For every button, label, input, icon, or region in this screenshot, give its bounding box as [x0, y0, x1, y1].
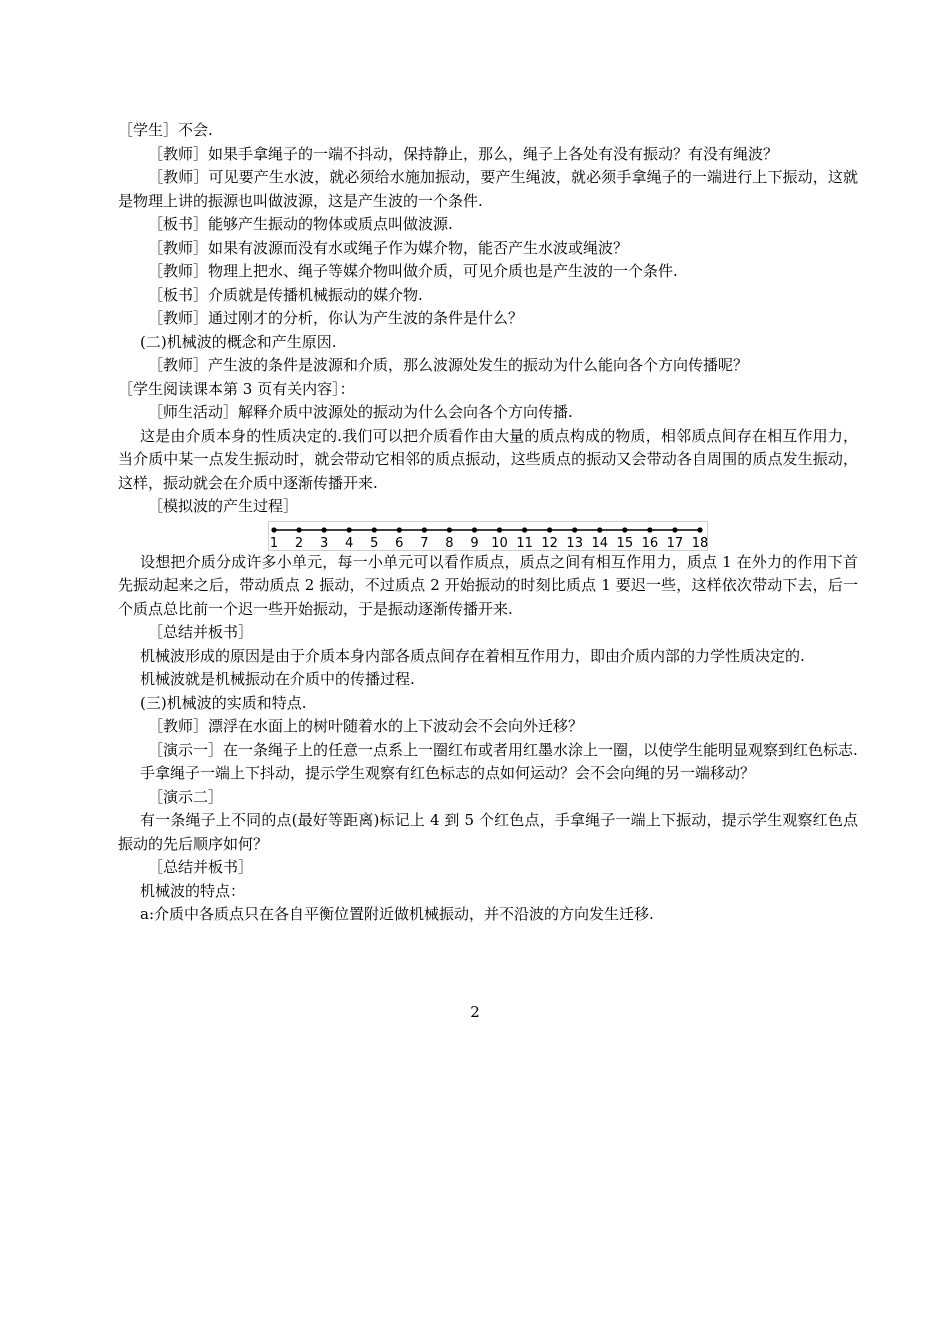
- particle-label: 6: [395, 535, 404, 551]
- paragraph: ［教师］可见要产生水波，就必须给水施加振动，要产生绳波，就必须手拿绳子的一端进行上下振动，这就是物理上讲的振源也叫做波源，这是产生波的一个条件.: [118, 168, 858, 210]
- particle-label: 14: [591, 535, 609, 551]
- particle-label: 5: [370, 535, 379, 551]
- paragraph: 设想把介质分成许多小单元，每一小单元可以看作质点，质点之间有相互作用力，质点 1 在外力的作用下首先振动起来之后，带动质点 2 振动，不过质点 2 开始振动的时刻比质点 1 要迟一些，这样依次带动下去，后一个质点总比前一个迟一些开始振动，于是振动逐渐传播开来.: [118, 552, 858, 618]
- particle-point: [622, 527, 627, 532]
- particle-label: 15: [616, 535, 634, 551]
- particle-point: [672, 527, 677, 532]
- particle-point: [372, 527, 377, 532]
- paragraph: ［板书］能够产生振动的物体或质点叫做波源.: [148, 215, 453, 233]
- document-body: [118, 119, 858, 927]
- particle-label: 1: [269, 535, 279, 551]
- particle-point: [347, 527, 352, 532]
- particle-label: 3: [319, 535, 329, 551]
- particle-label: 2: [294, 535, 304, 551]
- paragraph: ［总结并板书］: [148, 623, 254, 641]
- particle-label: 7: [420, 535, 429, 551]
- paragraph: 有一条绳子上不同的点(最好等距离)标记上 4 到 5 个红色点，手拿绳子一端上下振动，提示学生观察红色点振动的先后顺序如何？: [118, 811, 858, 853]
- section-heading: (二)机械波的概念和产生原因.: [140, 332, 337, 351]
- particle-label: 8: [445, 535, 454, 551]
- particle-label: 12: [541, 535, 558, 551]
- particle-point: [296, 527, 301, 532]
- paragraph: ［教师］产生波的条件是波源和介质，那么波源处发生的振动为什么能向各个方向传播呢？: [148, 356, 749, 374]
- paragraph: ［模拟波的产生过程］: [148, 497, 299, 515]
- particle-point: [647, 527, 652, 532]
- particle-label: 10: [491, 535, 508, 551]
- particle-point: [572, 527, 577, 532]
- paragraph: ［演示一］在一条绳子上的任意一点系上一圈红布或者用红墨水涂上一圈，以使学生能明显观察到红色标志.: [148, 740, 858, 759]
- paragraph: ［教师］物理上把水、绳子等媒介物叫做介质，可见介质也是产生波的一个条件.: [148, 262, 678, 280]
- page-number: 2: [470, 1003, 480, 1021]
- paragraph: ［学生阅读课本第 3 页有关内容］：: [118, 379, 355, 398]
- particle-chain-figure: [118, 521, 858, 551]
- paragraph: 手拿绳子一端上下抖动，提示学生观察有红色标志的点如何运动？会不会向绳的另一端移动？: [140, 764, 756, 782]
- particle-point: [597, 527, 602, 532]
- paragraph: ［板书］介质就是传播机械振动的媒介物.: [148, 285, 423, 304]
- particle-point: [422, 527, 427, 532]
- particle-label: 18: [691, 535, 708, 551]
- particle-label: 17: [666, 535, 684, 551]
- paragraph: a:介质中各质点只在各自平衡位置附近做机械振动，并不沿波的方向发生迁移.: [140, 905, 654, 923]
- particle-point: [497, 527, 502, 532]
- particle-point: [697, 527, 702, 532]
- particle-label: 9: [470, 535, 479, 551]
- paragraph: 机械波就是机械振动在介质中的传播过程.: [140, 670, 415, 688]
- particle-point: [547, 527, 552, 532]
- paragraph: ［教师］漂浮在水面上的树叶随着水的上下波动会不会向外迁移？: [148, 717, 584, 735]
- particle-labels: [270, 536, 708, 551]
- particle-label: 16: [641, 535, 659, 551]
- particle-label: 11: [516, 535, 533, 551]
- particle-point: [271, 527, 276, 532]
- section-heading: (三)机械波的实质和特点.: [140, 693, 307, 712]
- paragraph: 机械波形成的原因是由于介质本身内部各质点间存在着相互作用力，即由介质内部的力学性质决定的.: [140, 646, 805, 665]
- particle-chain-diagram: [268, 521, 708, 551]
- particle-point: [322, 527, 327, 532]
- particle-point: [447, 527, 452, 532]
- paragraph: ［教师］如果有波源而没有水或绳子作为媒介物，能否产生水波或绳波？: [148, 238, 629, 257]
- paragraph: ［教师］通过刚才的分析，你认为产生波的条件是什么？: [148, 309, 524, 327]
- paragraph: ［总结并板书］: [148, 858, 254, 876]
- paragraph: 机械波的特点：: [140, 881, 246, 900]
- particle-point: [522, 527, 527, 532]
- paragraph: 这是由介质本身的性质决定的.我们可以把介质看作由大量的质点构成的物质，相邻质点间存在相互作用力，当介质中某一点发生振动时，就会带动它相邻的质点振动，这些质点的振动又会带动各自周围的质点发生振动，这样，振动就会在介质中逐渐传播开来.: [118, 426, 858, 492]
- paragraph: ［学生］不会.: [118, 121, 213, 139]
- paragraph: ［师生活动］解释介质中波源处的振动为什么会向各个方向传播.: [148, 403, 573, 421]
- particle-label: 13: [566, 535, 583, 551]
- particle-point: [472, 527, 477, 532]
- particle-point: [397, 527, 402, 532]
- particle-label: 4: [345, 535, 354, 551]
- paragraph: ［演示二］: [148, 787, 224, 806]
- paragraph: ［教师］如果手拿绳子的一端不抖动，保持静止，那么，绳子上各处有没有振动？有没有绳波？: [148, 144, 779, 163]
